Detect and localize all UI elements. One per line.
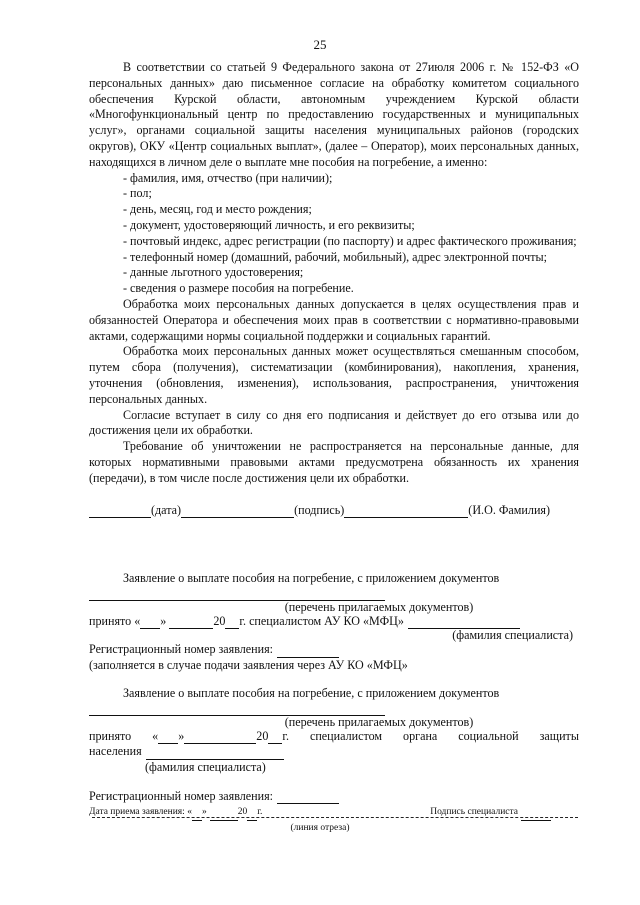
- list-item: - документ, удостоверяющий личность, и его реквизиты;: [123, 217, 415, 232]
- date-sign-line: [89, 805, 579, 821]
- accepted-label: г.: [282, 728, 289, 743]
- accepted-label: «: [152, 728, 159, 743]
- specialist-caption: (фамилия специалиста): [452, 628, 573, 642]
- consent-paragraph: В соответствии со статьей 9 Федерального закона от 27июля 2006 г. № 152-ФЗ «О персональных данных» даю письменное согласие на обработку комитетом социального обеспечения Курской области, автономным учреждением Курской области «Многофункциональный центр по предоставлению государственных и муниципальных услуг», органами социальной защиты населения муниципальных районов (городских округов), ОКУ «Центр социальных выплат», (далее – Оператор), моих персональных данных, находящихся в личном деле о выплате мне пособия на погребение, а именно:: [89, 60, 579, 169]
- accepted-label: специалистом: [309, 728, 383, 743]
- accepted-line: [89, 729, 579, 745]
- date-caption: (дата): [151, 502, 182, 517]
- month-blank[interactable]: [210, 811, 238, 821]
- accepted-label: органа: [403, 728, 438, 743]
- accepted-label: »: [178, 728, 185, 743]
- specialist-caption: (фамилия специалиста): [145, 759, 266, 774]
- documents-caption: (перечень прилагаемых документов): [284, 714, 474, 729]
- registration-line: [89, 789, 579, 805]
- accepted-label: г. специалистом АУ КО «МФЦ»: [239, 613, 404, 628]
- specialist-blank[interactable]: [146, 747, 284, 760]
- validity-paragraph: Согласие вступает в силу со дня его подписания и действует до его отзыва или до достижения цели их обработки.: [89, 407, 579, 438]
- sign-blank[interactable]: [521, 811, 551, 821]
- receipt-heading: Заявление о выплате пособия на погребение, с приложением документов: [123, 686, 500, 700]
- accepted-label: защиты: [539, 728, 579, 743]
- date-blank[interactable]: [89, 505, 151, 518]
- year-label: 20: [256, 728, 269, 743]
- year-label: 20: [237, 807, 248, 817]
- year-blank[interactable]: [268, 731, 282, 744]
- accepted-label: социальной: [458, 728, 519, 743]
- documents-blank[interactable]: [89, 588, 385, 601]
- accepted-label: принято «: [89, 613, 141, 628]
- list-item: - данные льготного удостоверения;: [123, 265, 304, 280]
- list-item: - пол;: [123, 186, 152, 201]
- date-label: Дата приема заявления: «: [89, 807, 192, 817]
- signature-line: [89, 503, 579, 519]
- month-blank[interactable]: [184, 731, 256, 744]
- receipt-mfc: [89, 571, 579, 673]
- page-number: 25: [313, 37, 327, 52]
- day-blank[interactable]: [140, 616, 160, 629]
- day-blank[interactable]: [192, 811, 202, 821]
- signature-caption: (подпись): [294, 502, 345, 517]
- month-blank[interactable]: [169, 616, 213, 629]
- year-label: 20: [213, 613, 226, 628]
- accepted-label: принято: [89, 728, 132, 743]
- name-caption: (И.О. Фамилия): [468, 502, 551, 517]
- date-label: г.: [257, 807, 263, 817]
- cut-label: (линия отреза): [290, 823, 350, 833]
- signature-blank[interactable]: [181, 505, 294, 518]
- processing-paragraph: Обработка моих персональных данных может осуществляться смешанным способом, путем сбора (получения), систематизации (комбинирования), накопления, хранения, уточнения (обновления, изменения), использования, распространения, уничтожения персональных данных.: [89, 344, 579, 406]
- registration-label: Регистрационный номер заявления:: [89, 642, 274, 656]
- purpose-paragraph: Обработка моих персональных данных допускается в целях осуществления прав и обязанностей Оператора и обеспечения моих прав в соответствии с нормативно-правовыми актами, содержащими нормы социальной поддержки и социальных гарантий.: [89, 296, 579, 343]
- year-blank[interactable]: [247, 811, 257, 821]
- registration-label: Регистрационный номер заявления:: [89, 788, 274, 803]
- mfc-note: (заполняется в случае подачи заявления через АУ КО «МФЦ»: [89, 657, 408, 672]
- accepted-label: »: [160, 613, 167, 628]
- registration-blank[interactable]: [277, 791, 339, 804]
- documents-caption: (перечень прилагаемых документов): [284, 599, 474, 614]
- name-blank[interactable]: [344, 505, 468, 518]
- sign-label: Подпись специалиста: [430, 807, 518, 817]
- registration-line: [89, 642, 579, 658]
- consent-text: [89, 60, 579, 518]
- day-blank[interactable]: [158, 731, 178, 744]
- receipt-social: [89, 686, 579, 821]
- cut-line: [92, 817, 578, 818]
- registration-blank[interactable]: [277, 645, 339, 658]
- accepted-line: [89, 614, 579, 630]
- list-item: - сведения о размере пособия на погребение.: [123, 281, 354, 296]
- population-line: [89, 744, 579, 760]
- receipt-heading: Заявление о выплате пособия на погребение, с приложением документов: [123, 571, 500, 585]
- list-item: - день, месяц, год и место рождения;: [123, 202, 312, 217]
- population-label: населения: [89, 744, 142, 758]
- list-item: - почтовый индекс, адрес регистрации (по паспорту) и адрес фактического проживания;: [123, 233, 577, 248]
- list-item: - телефонный номер (домашний, рабочий, мобильный), адрес электронной почты;: [123, 249, 547, 264]
- year-blank[interactable]: [225, 616, 239, 629]
- documents-blank[interactable]: [89, 703, 385, 716]
- list-item: - фамилия, имя, отчество (при наличии);: [123, 170, 333, 185]
- date-label: »: [201, 807, 207, 817]
- destruction-paragraph: Требование об уничтожении не распространяется на персональные данные, для которых нормативными правовыми актами предусмотрена обязанность их хранения (передачи), в том числе после достижения цели их обработки.: [89, 439, 579, 485]
